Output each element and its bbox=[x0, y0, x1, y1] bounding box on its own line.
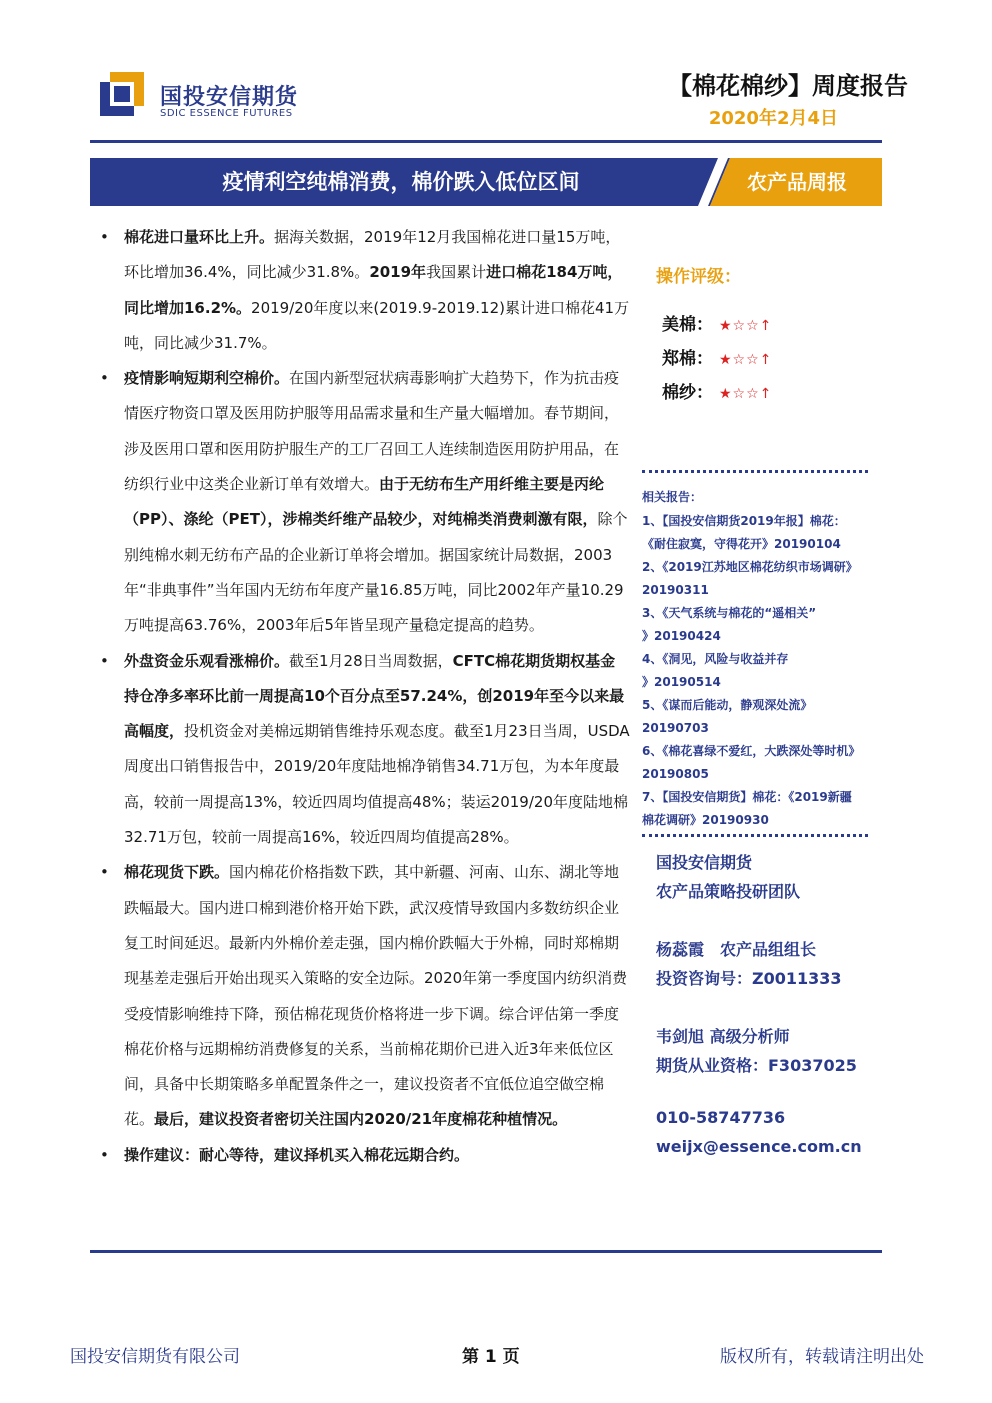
related-report-line: 》20190514 bbox=[642, 675, 721, 689]
paragraph-foreign-funds: • 外盘资金乐观看涨棉价。截至1月28日当周数据，CFTC棉花期货期权基金持仓净多率环比前一周提高10个百分点至57.24%，创2019年至今以来最高幅度，投机资金对美棉远期销售维持乐观态度。截至1月23日当周，USDA周度出口销售报告中，2019/20年度陆地棉净销售34.71万包，为本年度最高，较前一周提高13%，较近四周均值提高48%；装运2019/20年度陆地棉32.71万包，较前一周提高16%，较近四周均值提高28%。 bbox=[100, 644, 630, 856]
related-report-line: 20190703 bbox=[642, 721, 709, 735]
analyst-2-certificate: 期货从业资格：F3037025 bbox=[656, 1056, 857, 1075]
brand-name-en: SDIC ESSENCE FUTURES bbox=[160, 108, 293, 119]
report-type-title: 【棉花棉纱】周度报告 bbox=[668, 72, 908, 100]
rating-stars-icon: ★☆☆↑ bbox=[719, 386, 773, 402]
report-headline: 疫情利空纯棉消费，棉价跌入低位区间 bbox=[222, 170, 580, 194]
paragraph-epidemic-impact: • 疫情影响短期利空棉价。在国内新型冠状病毒影响扩大趋势下，作为抗击疫情医疗物资口罩及医用防护服等用品需求量和生产量大幅增加。春节期间，涉及医用口罩和医用防护服生产的工厂召回工人连续制造医用防护用品，在纺织行业中这类企业新订单有效增大。由于无纺布生产用纤维主要是丙纶（PP）、涤纶（PET），涉棉类纤维产品较少，对纯棉类消费刺激有限，除个别纯棉水刺无纺布产品的企业新订单将会增加。据国家统计局数据，2003年“非典事件”当年国内无纺布年度产量16.85万吨，同比2002年产量10.29万吨提高63.76%，2003年后5年皆呈现产量稳定提高的趋势。 bbox=[100, 361, 630, 643]
research-team-block bbox=[656, 848, 862, 1161]
related-report-line: 5、《谋而后能动，静观深处流》 bbox=[642, 698, 813, 712]
analyst-1-certificate: 投资咨询号：Z0011333 bbox=[656, 969, 842, 988]
bullet-icon: • bbox=[100, 863, 109, 882]
report-category-tag: 农产品周报 bbox=[747, 170, 847, 194]
footer-company: 国投安信期货有限公司 bbox=[70, 1347, 240, 1367]
contact-phone: 010-58747736 bbox=[656, 1108, 786, 1127]
rating-row-zhengzhou-cotton: 郑棉： ★☆☆↑ bbox=[662, 349, 773, 369]
related-report-line: 3、《天气系统与棉花的“遥相关” bbox=[642, 606, 817, 620]
bullet-icon: • bbox=[100, 228, 109, 246]
related-report-line: 《耐住寂寞，守得花开》20190104 bbox=[642, 537, 841, 551]
header-divider bbox=[90, 140, 882, 143]
body-divider bbox=[90, 1250, 882, 1253]
related-report-line: 1、【国投安信期货2019年报】棉花： bbox=[642, 514, 846, 528]
related-report-line: 》20190424 bbox=[642, 629, 721, 643]
footer-page-number: 第 1 页 bbox=[462, 1347, 520, 1367]
rating-row-cotton-yarn: 棉纱： ★☆☆↑ bbox=[662, 383, 773, 403]
dotted-divider-top bbox=[642, 470, 868, 473]
report-date: 2020年2月4日 bbox=[708, 108, 838, 129]
related-report-line: 4、《洞见，风险与收益并存 bbox=[642, 652, 789, 666]
bullet-icon: • bbox=[100, 369, 109, 388]
dotted-divider-bottom bbox=[642, 834, 868, 837]
rating-title: 操作评级： bbox=[656, 267, 741, 287]
report-body bbox=[100, 220, 630, 1173]
related-report-line: 7、【国投安信期货】棉花：《2019新疆 bbox=[642, 790, 852, 804]
rating-stars-icon: ★☆☆↑ bbox=[719, 318, 773, 334]
analyst-1-name-title: 杨蕊霞 农产品组组长 bbox=[656, 940, 817, 959]
related-reports-title: 相关报告： bbox=[642, 490, 703, 504]
team-company: 国投安信期货 bbox=[656, 853, 753, 872]
related-report-line: 棉花调研》20190930 bbox=[642, 813, 769, 827]
related-report-line: 6、《棉花喜绿不爱红，大跌深处等时机》 bbox=[642, 744, 861, 758]
paragraph-operation-advice: • 操作建议：耐心等待，建议择机买入棉花远期合约。 bbox=[100, 1138, 630, 1173]
bullet-icon: • bbox=[100, 651, 109, 670]
company-logo bbox=[100, 72, 144, 116]
footer-copyright: 版权所有，转载请注明出处 bbox=[720, 1347, 924, 1367]
contact-email[interactable]: weijx@essence.com.cn bbox=[656, 1137, 862, 1156]
bullet-icon: • bbox=[100, 1145, 109, 1164]
paragraph-spot-decline: • 棉花现货下跌。国内棉花价格指数下跌，其中新疆、河南、山东、湖北等地跌幅最大。国内进口棉到港价格开始下跌，武汉疫情导致国内多数纺织企业复工时间延迟。最新内外棉价差走强，国内棉价跌幅大于外棉，同时郑棉期现基差走强后开始出现买入策略的安全边际。2020年第一季度国内纺织消费受疫情影响维持下降，预估棉花现货价格将进一步下调。综合评估第一季度棉花价格与远期棉纺消费修复的关系，当前棉花期价已进入近3年来低位区间，具备中长期策略多单配置条件之一，建议投资者不宜低位追空做空棉花。最后，建议投资者密切关注国内2020/21年度棉花种植情况。 bbox=[100, 855, 630, 1137]
rating-stars-icon: ★☆☆↑ bbox=[719, 352, 773, 368]
related-report-line: 20190311 bbox=[642, 583, 709, 597]
related-report-line: 20190805 bbox=[642, 767, 709, 781]
rating-row-us-cotton: 美棉： ★☆☆↑ bbox=[662, 315, 773, 335]
related-report-line: 2、《2019江苏地区棉花纺织市场调研》 bbox=[642, 560, 858, 574]
team-name: 农产品策略投研团队 bbox=[656, 882, 801, 901]
related-reports-list bbox=[642, 510, 882, 832]
brand-name-cn: 国投安信期货 bbox=[160, 85, 299, 110]
paragraph-cotton-imports: • 棉花进口量环比上升。据海关数据，2019年12月我国棉花进口量15万吨，环比增加36.4%，同比减少31.8%。2019年我国累计进口棉花184万吨，同比增加16.2%。2019/20年度以来(2019.9-2019.12)累计进口棉花41万吨，同比减少31.7%。 bbox=[100, 220, 630, 361]
analyst-2-name-title: 韦剑旭 高级分析师 bbox=[656, 1027, 790, 1046]
